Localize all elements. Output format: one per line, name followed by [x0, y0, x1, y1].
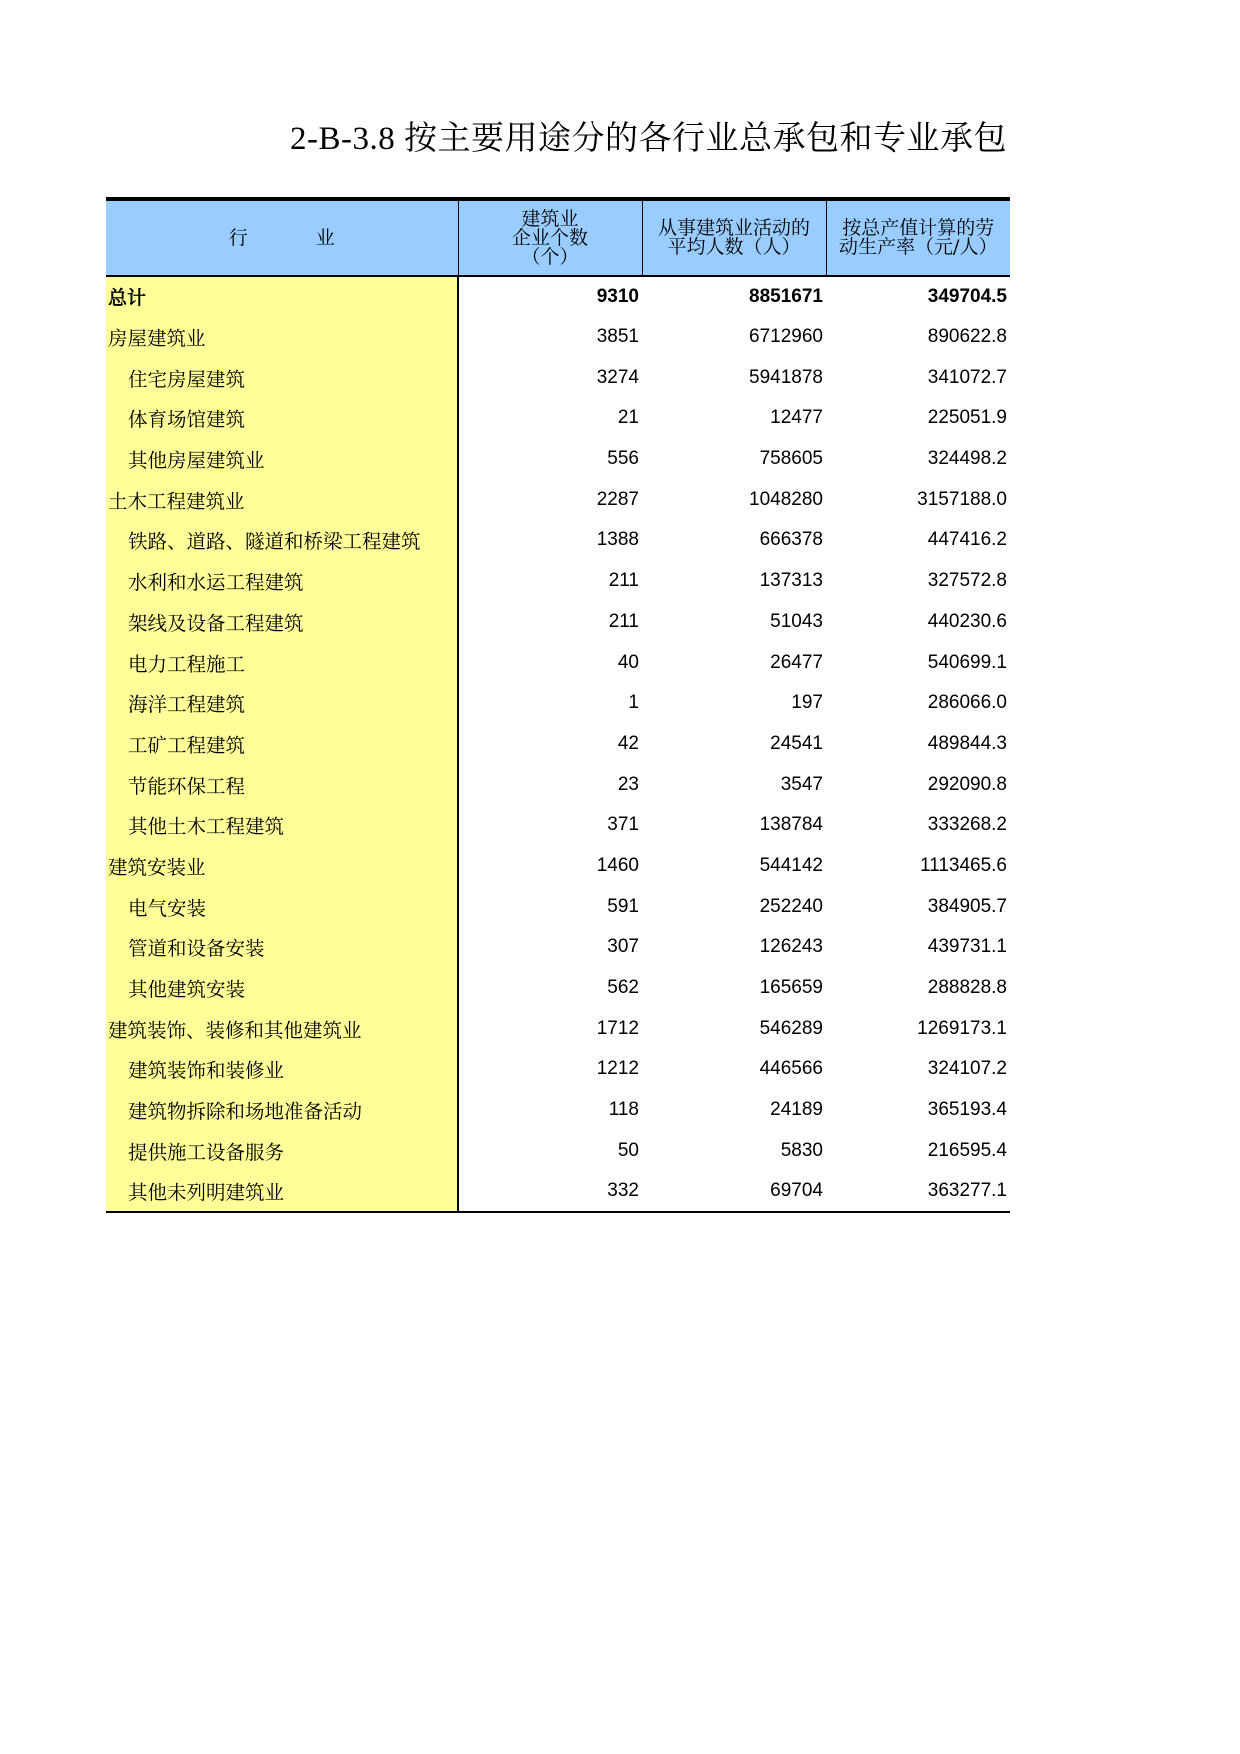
- table-row-total: [106, 276, 1010, 317]
- industry-cell: 其他房屋建筑业: [106, 439, 458, 480]
- enterprises-cell: 332: [458, 1171, 642, 1212]
- industry-cell: 土木工程建筑业: [106, 479, 458, 520]
- enterprises-cell: 118: [608, 1099, 639, 1121]
- industry-cell: 体育场馆建筑: [106, 398, 458, 439]
- enterprises-cell: 3851: [596, 326, 639, 348]
- header-productivity-line-1: 按总产值计算的劳: [842, 217, 995, 239]
- employees-cell: 26477: [770, 651, 823, 673]
- table-row: [106, 886, 1010, 927]
- enterprises-cell: 2287: [596, 488, 639, 510]
- productivity-cell: 489844.3: [927, 732, 1007, 754]
- enterprises-cell: 3274: [596, 366, 639, 388]
- productivity-cell: 286066.0: [927, 692, 1007, 714]
- productivity-cell: 447416.2: [927, 529, 1007, 551]
- table-row: [106, 561, 1010, 602]
- table-row: [106, 683, 1010, 724]
- enterprises-cell: 591: [607, 895, 639, 917]
- header-employees-line-1: 从事建筑业活动的: [657, 217, 810, 239]
- productivity-cell: 439731.1: [927, 936, 1007, 958]
- employees-cell: 165659: [759, 977, 823, 999]
- table-row: [106, 1130, 1010, 1171]
- employees-cell: 546289: [759, 1017, 823, 1039]
- employees-cell: 5941878: [749, 366, 823, 388]
- industry-cell: 管道和设备安装: [106, 927, 458, 968]
- header-industry-label-2: 业: [315, 226, 335, 249]
- employees-cell: 24541: [770, 732, 823, 754]
- table-row: [106, 357, 1010, 398]
- employees-cell: 138784: [759, 814, 823, 836]
- table-row: [106, 479, 1010, 520]
- productivity-cell: 324107.2: [927, 1058, 1007, 1080]
- table-row: [106, 398, 1010, 439]
- employees-cell: 12477: [770, 407, 823, 429]
- employees-cell: 1048280: [749, 488, 823, 510]
- industry-cell: 工矿工程建筑: [106, 724, 458, 765]
- enterprises-cell: 1212: [596, 1058, 639, 1080]
- industry-cell: 建筑装饰和装修业: [106, 1049, 458, 1090]
- enterprises-cell: 1712: [596, 1017, 639, 1039]
- productivity-cell: 363277.1: [826, 1171, 1010, 1212]
- industry-cell: 其他未列明建筑业: [106, 1171, 458, 1212]
- header-industry: [106, 199, 458, 276]
- header-productivity-line-2: 动生产率（元/人）: [839, 236, 998, 258]
- enterprises-cell: 21: [617, 407, 639, 429]
- header-enterprises: [458, 199, 642, 276]
- employees-cell: 6712960: [749, 326, 823, 348]
- table-body: [106, 276, 1010, 1212]
- enterprises-cell: 556: [607, 448, 639, 470]
- industry-cell: 电气安装: [106, 886, 458, 927]
- productivity-cell: 349704.5: [927, 285, 1007, 307]
- industry-cell: 建筑物拆除和场地准备活动: [106, 1090, 458, 1131]
- productivity-cell: 324498.2: [927, 448, 1007, 470]
- productivity-cell: 288828.8: [927, 977, 1007, 999]
- table-row: [106, 968, 1010, 1009]
- industry-cell: 铁路、道路、隧道和桥梁工程建筑: [106, 520, 458, 561]
- header-industry-label: 行: [228, 226, 248, 249]
- table-row: [106, 317, 1010, 358]
- employees-cell: 666378: [759, 529, 823, 551]
- productivity-cell: 384905.7: [927, 895, 1007, 917]
- employees-cell: 544142: [759, 854, 823, 876]
- enterprises-cell: 42: [617, 732, 639, 754]
- table-row: [106, 1049, 1010, 1090]
- employees-cell: 51043: [770, 610, 823, 632]
- productivity-cell: 333268.2: [927, 814, 1007, 836]
- table-row: [106, 602, 1010, 643]
- table-row: [106, 846, 1010, 887]
- enterprises-cell: 1388: [596, 529, 639, 551]
- enterprises-cell: 50: [617, 1139, 639, 1161]
- table-row: [106, 764, 1010, 805]
- employees-cell: 24189: [770, 1099, 823, 1121]
- header-enterprises-line-2: 企业个数: [511, 226, 588, 249]
- industry-cell: 其他建筑安装: [106, 968, 458, 1009]
- table-row: [106, 520, 1010, 561]
- employees-cell: 126243: [759, 936, 823, 958]
- industry-cell: 房屋建筑业: [106, 317, 458, 358]
- enterprises-cell: 40: [617, 651, 639, 673]
- table-header: [106, 199, 1010, 276]
- enterprises-cell: 371: [607, 814, 639, 836]
- industry-cell: 住宅房屋建筑: [106, 357, 458, 398]
- table-row: [106, 1171, 1010, 1212]
- industry-cell: 总计: [106, 276, 458, 317]
- employees-cell: 252240: [759, 895, 823, 917]
- enterprises-cell: 562: [607, 977, 639, 999]
- enterprises-cell: 1460: [596, 854, 639, 876]
- table-row: [106, 724, 1010, 765]
- header-row: [106, 199, 1010, 276]
- employees-cell: 446566: [759, 1058, 823, 1080]
- industry-cell: 建筑装饰、装修和其他建筑业: [106, 1008, 458, 1049]
- productivity-cell: 440230.6: [927, 610, 1007, 632]
- header-employees-line-2: 平均人数（人）: [667, 236, 801, 258]
- industry-cell: 水利和水运工程建筑: [106, 561, 458, 602]
- employees-cell: 8851671: [749, 285, 823, 307]
- table-row: [106, 805, 1010, 846]
- industry-cell: 电力工程施工: [106, 642, 458, 683]
- productivity-cell: 292090.8: [927, 773, 1007, 795]
- table-row: [106, 1008, 1010, 1049]
- enterprises-cell: 9310: [596, 285, 639, 307]
- productivity-cell: 327572.8: [927, 570, 1007, 592]
- table-row: [106, 439, 1010, 480]
- header-enterprises-line-3: （个）: [521, 245, 579, 268]
- productivity-cell: 540699.1: [927, 651, 1007, 673]
- productivity-cell: 1113465.6: [920, 854, 1007, 876]
- productivity-cell: 1269173.1: [917, 1017, 1007, 1039]
- table-row: [106, 642, 1010, 683]
- productivity-cell: 365193.4: [927, 1099, 1007, 1121]
- header-enterprises-line-1: 建筑业: [521, 207, 579, 230]
- page-title: 2-B-3.8 按主要用途分的各行业总承包和专业承包: [290, 121, 1007, 157]
- industry-cell: 其他土木工程建筑: [106, 805, 458, 846]
- industry-cell: 节能环保工程: [106, 764, 458, 805]
- enterprises-cell: 1: [628, 692, 639, 714]
- employees-cell: 69704: [642, 1171, 826, 1212]
- industry-cell: 提供施工设备服务: [106, 1130, 458, 1171]
- industry-cell: 架线及设备工程建筑: [106, 602, 458, 643]
- header-employees: [642, 199, 826, 276]
- productivity-cell: 216595.4: [927, 1139, 1007, 1161]
- table-row: [106, 1090, 1010, 1131]
- header-productivity: [826, 199, 1010, 276]
- industry-cell: 海洋工程建筑: [106, 683, 458, 724]
- enterprises-cell: 23: [617, 773, 639, 795]
- table-row: [106, 927, 1010, 968]
- industry-cell: 建筑安装业: [106, 846, 458, 887]
- enterprises-cell: 211: [608, 610, 639, 632]
- enterprises-cell: 211: [608, 570, 639, 592]
- employees-cell: 197: [791, 692, 823, 714]
- productivity-cell: 3157188.0: [917, 488, 1007, 510]
- employees-cell: 758605: [759, 448, 823, 470]
- statistics-table: [106, 197, 1010, 1213]
- enterprises-cell: 307: [607, 936, 639, 958]
- employees-cell: 137313: [759, 570, 823, 592]
- employees-cell: 3547: [780, 773, 823, 795]
- productivity-cell: 890622.8: [927, 326, 1007, 348]
- employees-cell: 5830: [780, 1139, 823, 1161]
- productivity-cell: 341072.7: [927, 366, 1007, 388]
- productivity-cell: 225051.9: [927, 407, 1007, 429]
